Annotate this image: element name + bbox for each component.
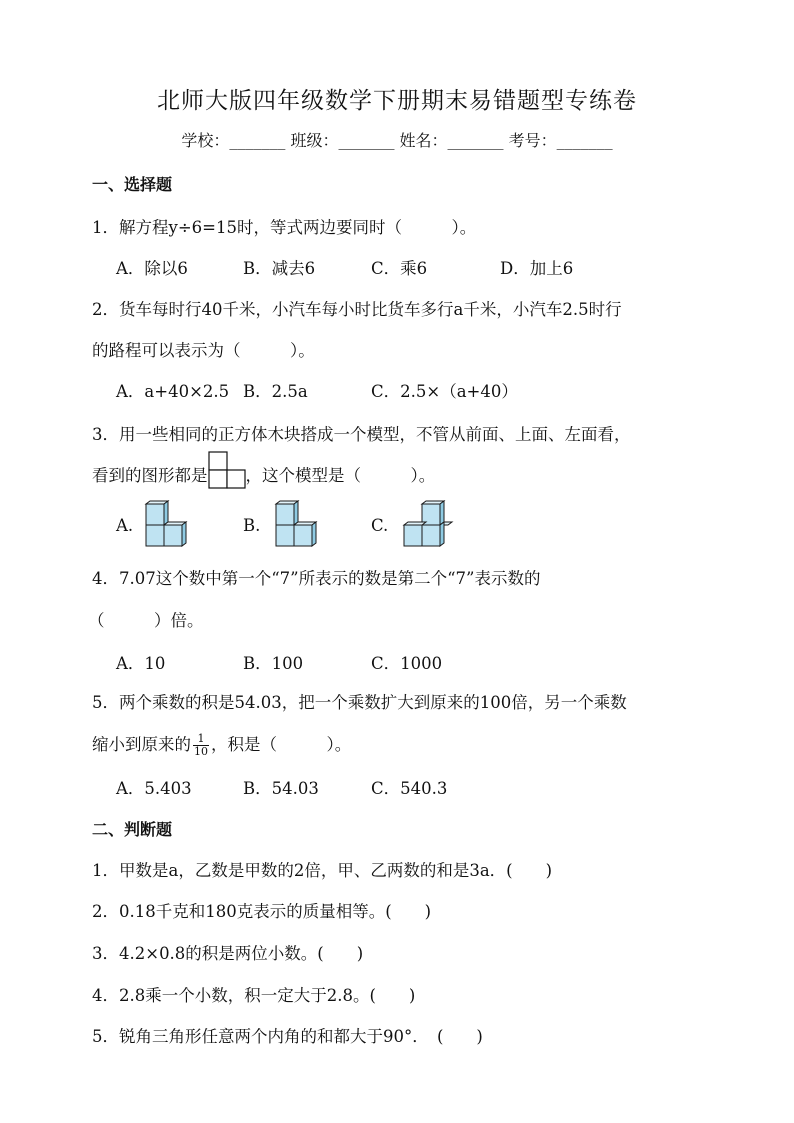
q3-line2-after: ，这个模型是（ ）。 [245, 466, 436, 485]
student-info-line: 学校：_______ 班级：_______ 姓名：_______ 考号：_______ [181, 131, 613, 150]
view-grid-figure [208, 451, 246, 489]
q1-option-a: A．除以6 [116, 259, 188, 278]
q3-option-b-cube-model [270, 500, 322, 548]
page-title: 北师大版四年级数学下册期末易错题型专练卷 [157, 88, 637, 114]
section-judge-heading: 二、判断题 [92, 820, 173, 839]
q5-option-c: C．540.3 [371, 779, 448, 798]
question-5-line2 [92, 731, 351, 758]
q4-option-b: B．100 [243, 654, 304, 673]
judge-item: 3．4.2×0.8的积是两位小数。( ) [92, 944, 364, 963]
q5-option-b: B．54.03 [243, 779, 319, 798]
question-1: 1．解方程y÷6=15时，等式两边要同时（ ）。 [92, 218, 477, 237]
q2-option-b: B．2.5a [243, 382, 308, 401]
question-4-line2: （ ）倍。 [88, 611, 204, 630]
judge-item: 4．2.8乘一个小数，积一定大于2.8。( ) [92, 986, 416, 1005]
q3-option-c-cube-model [398, 500, 456, 548]
q5-line2-after: ，积是（ ）。 [211, 735, 352, 754]
judge-item: 1．甲数是a，乙数是甲数的2倍，甲、乙两数的和是3a．( ) [92, 861, 553, 880]
judge-item: 5．锐角三角形任意两个内角的和都大于90°． ( ) [92, 1027, 483, 1046]
q4-option-c: C．1000 [371, 654, 443, 673]
q5-line2-before: 缩小到原来的 [92, 735, 191, 754]
q3-option-c-label: C. [371, 516, 389, 535]
q1-option-c: C．乘6 [371, 259, 428, 278]
question-2-line1: 2．货车每时行40千米，小汽车每小时比货车多行a千米，小汽车2.5时行 [92, 300, 622, 319]
q5-option-a: A．5.403 [116, 779, 192, 798]
fraction-numerator: 1 [193, 733, 209, 746]
fraction-denominator: 10 [194, 745, 208, 758]
q4-option-a: A．10 [116, 654, 166, 673]
q1-option-b: B．减去6 [243, 259, 316, 278]
question-2-line2: 的路程可以表示为（ ）。 [92, 341, 315, 360]
q1-option-d: D．加上6 [500, 259, 574, 278]
question-3-line1: 3．用一些相同的正方体木块搭成一个模型，不管从前面、上面、左面看， [92, 425, 631, 444]
judge-item: 2．0.18千克和180克表示的质量相等。( ) [92, 902, 432, 921]
q3-option-a-cube-model [140, 500, 192, 548]
q3-line2-before: 看到的图形都是 [92, 466, 208, 485]
q2-option-a: A．a+40×2.5 [116, 382, 230, 401]
section-choice-heading: 一、选择题 [92, 175, 173, 194]
question-3-line2 [92, 462, 435, 489]
q3-option-a-label: A. [116, 516, 134, 535]
fraction-one-tenth [193, 733, 209, 758]
question-4-line1: 4．7.07这个数中第一个“7”所表示的数是第二个“7”表示数的 [92, 569, 541, 588]
q3-option-b-label: B. [243, 516, 261, 535]
q2-option-c: C．2.5×（a+40） [371, 382, 518, 401]
question-5-line1: 5．两个乘数的积是54.03，把一个乘数扩大到原来的100倍，另一个乘数 [92, 693, 627, 712]
